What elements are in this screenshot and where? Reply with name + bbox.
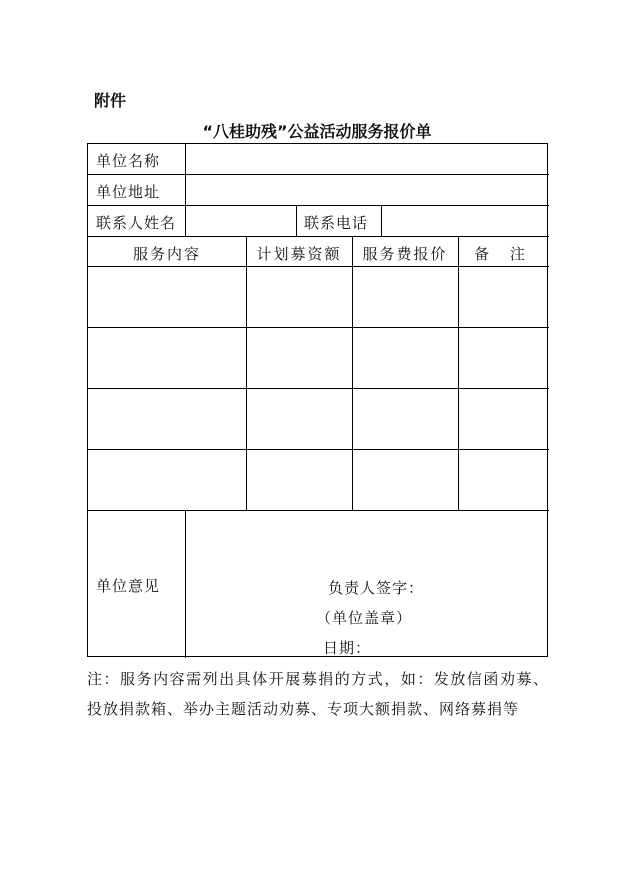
seal-label: （单位盖章） bbox=[316, 609, 413, 627]
row-divider bbox=[88, 236, 549, 237]
quotation-form bbox=[87, 143, 548, 657]
unit-name-label: 单位名称 bbox=[96, 152, 161, 170]
footnote: 注：服务内容需列出具体开展募捐的方式，如：发放信函劝募、投放捐款箱、举办主题活动劝募、专项大额捐款、网络募捐等 bbox=[87, 670, 549, 718]
row-divider bbox=[88, 205, 549, 206]
row-divider bbox=[88, 327, 549, 328]
contact-name-label: 联系人姓名 bbox=[96, 214, 177, 232]
unit-address-label: 单位地址 bbox=[96, 183, 161, 201]
col-divider bbox=[381, 205, 382, 236]
attachment-label: 附件 bbox=[94, 91, 127, 110]
column-header-funding: 计划募资额 bbox=[256, 245, 342, 263]
unit-opinion-label: 单位意见 bbox=[96, 577, 161, 595]
col-divider bbox=[185, 144, 186, 236]
col-divider bbox=[296, 205, 297, 236]
column-header-remarks: 备 注 bbox=[474, 245, 533, 263]
col-divider bbox=[246, 236, 247, 510]
col-divider bbox=[185, 510, 186, 658]
date-label: 日期： bbox=[323, 639, 372, 657]
column-header-service: 服务内容 bbox=[132, 245, 201, 263]
signature-label: 负责人签字： bbox=[328, 579, 425, 597]
form-title: “八桂助残”公益活动服务报价单 bbox=[202, 122, 432, 141]
col-divider bbox=[352, 236, 353, 510]
row-divider bbox=[88, 449, 549, 450]
row-divider bbox=[88, 266, 549, 267]
row-divider bbox=[88, 388, 549, 389]
contact-phone-label: 联系电话 bbox=[304, 214, 369, 232]
col-divider bbox=[458, 236, 459, 510]
row-divider bbox=[88, 174, 549, 175]
row-divider bbox=[88, 510, 549, 511]
column-header-quote: 服务费报价 bbox=[362, 245, 448, 263]
